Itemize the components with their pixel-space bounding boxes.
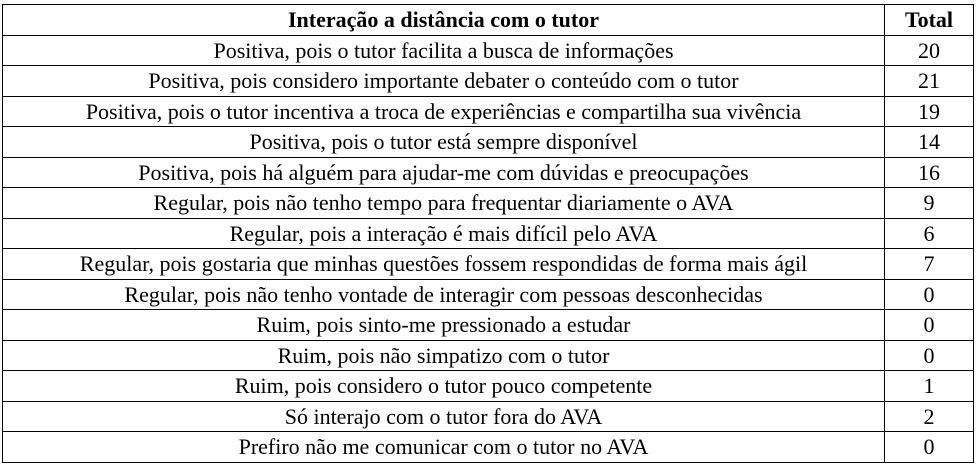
row-description: Positiva, pois há alguém para ajudar-me com dúvidas e preocupações xyxy=(3,157,885,188)
row-total: 20 xyxy=(885,35,974,66)
row-total: 1 xyxy=(885,371,974,402)
interaction-table xyxy=(2,4,974,463)
table-row xyxy=(3,218,974,249)
row-description: Regular, pois a interação é mais difícil pelo AVA xyxy=(3,218,885,249)
header-total: Total xyxy=(885,5,974,36)
row-total: 7 xyxy=(885,249,974,280)
table-body xyxy=(3,35,974,462)
row-total: 19 xyxy=(885,96,974,127)
row-description: Regular, pois não tenho tempo para frequentar diariamente o AVA xyxy=(3,188,885,219)
row-total: 0 xyxy=(885,432,974,463)
header-row xyxy=(3,5,974,36)
row-description: Positiva, pois o tutor incentiva a troca de experiências e compartilha sua vivência xyxy=(3,96,885,127)
table-row xyxy=(3,432,974,463)
table-header xyxy=(3,5,974,36)
row-description: Positiva, pois considero importante debater o conteúdo com o tutor xyxy=(3,66,885,97)
table-row xyxy=(3,157,974,188)
row-total: 0 xyxy=(885,310,974,341)
header-description: Interação a distância com o tutor xyxy=(3,5,885,36)
row-description: Prefiro não me comunicar com o tutor no AVA xyxy=(3,432,885,463)
row-description: Positiva, pois o tutor facilita a busca de informações xyxy=(3,35,885,66)
row-total: 14 xyxy=(885,127,974,158)
row-total: 0 xyxy=(885,340,974,371)
table-row xyxy=(3,249,974,280)
row-description: Ruim, pois não simpatizo com o tutor xyxy=(3,340,885,371)
table-row xyxy=(3,401,974,432)
row-description: Só interajo com o tutor fora do AVA xyxy=(3,401,885,432)
row-description: Regular, pois gostaria que minhas questões fossem respondidas de forma mais ágil xyxy=(3,249,885,280)
table-row xyxy=(3,340,974,371)
table-row xyxy=(3,310,974,341)
row-total: 6 xyxy=(885,218,974,249)
row-description: Positiva, pois o tutor está sempre disponível xyxy=(3,127,885,158)
table-row xyxy=(3,66,974,97)
table-row xyxy=(3,35,974,66)
table-row xyxy=(3,371,974,402)
row-description: Ruim, pois sinto-me pressionado a estudar xyxy=(3,310,885,341)
row-total: 2 xyxy=(885,401,974,432)
row-description: Regular, pois não tenho vontade de interagir com pessoas desconhecidas xyxy=(3,279,885,310)
table-row xyxy=(3,127,974,158)
row-total: 21 xyxy=(885,66,974,97)
table-row xyxy=(3,279,974,310)
table-row xyxy=(3,96,974,127)
row-description: Ruim, pois considero o tutor pouco competente xyxy=(3,371,885,402)
row-total: 9 xyxy=(885,188,974,219)
row-total: 16 xyxy=(885,157,974,188)
table-row xyxy=(3,188,974,219)
row-total: 0 xyxy=(885,279,974,310)
